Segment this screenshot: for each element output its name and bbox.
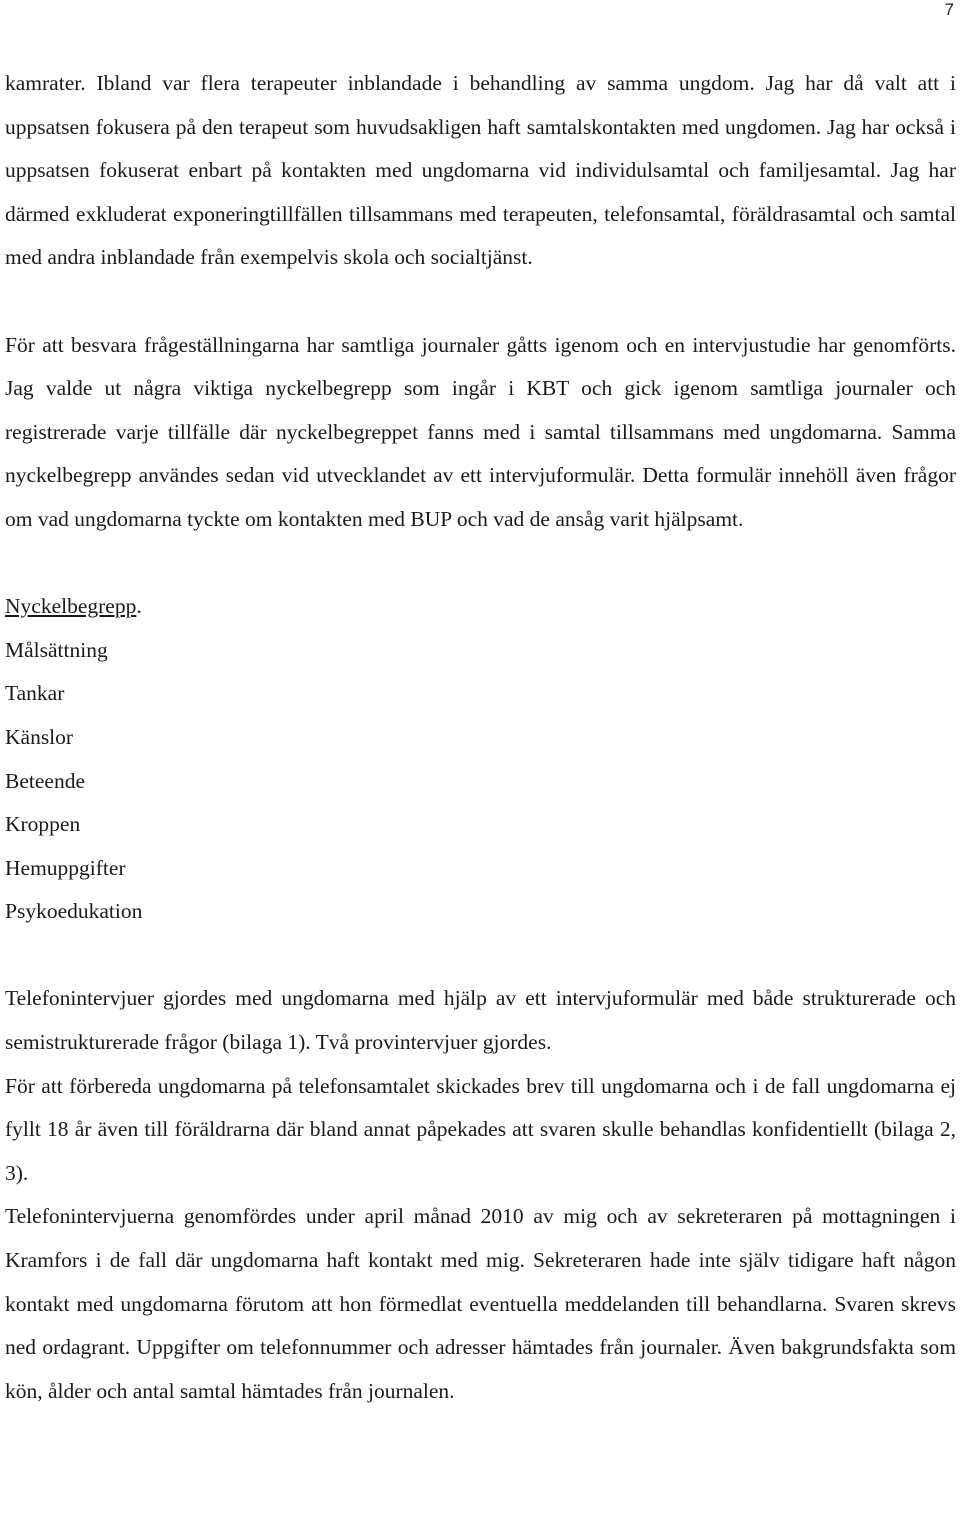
paragraph-procedure: Telefonintervjuerna genomfördes under april månad 2010 av mig och av sekreteraren på mottagningen i Kramfors i de fall där ungdomarna haft kontakt med mig. Sekreteraren hade inte själv tidigare haft någon kontakt med ungdomarna förutom att hon förmedlat eventuella meddelanden till behandlarna. Svaren skrevs ned ordagrant. Uppgifter om telefonnummer och adresser hämtades från journaler. Även bakgrundsfakta som kön, ålder och antal samtal hämtades från journalen.	[5, 1204, 956, 1403]
paragraph-method: För att besvara frågeställningarna har samtliga journaler gåtts igenom och en intervjustudie har genomförts. Jag valde ut några viktiga nyckelbegrepp som ingår i KBT och gick igenom samtliga journaler och registrerade varje tillfälle där nyckelbegreppet fanns med i samtal tillsammans med ungdomarna. Samma nyckelbegrepp användes sedan vid utvecklandet av ett intervjuformulär. Detta formulär innehöll även frågor om vad ungdomarna tyckte om kontakten med BUP och vad de ansåg varit hjälpsamt.	[5, 332, 956, 531]
document-body	[5, 62, 956, 1413]
keywords-heading-suffix: .	[136, 594, 142, 619]
keyword-item: Känslor	[5, 724, 74, 749]
page-number: 7	[944, 0, 954, 19]
keyword-item: Psykoedukation	[5, 899, 143, 924]
keywords-list	[5, 629, 956, 934]
paragraph-scope: kamrater. Ibland var flera terapeuter inblandade i behandling av samma ungdom. Jag har då valt att i uppsatsen fokusera på den terapeut som huvudsakligen haft samtalskontakten med ungdomen. Jag har också i uppsatsen fokuserat enbart på kontakten med ungdomarna vid individulsamtal och familjesamtal. Jag har därmed exkluderat exponeringtillfällen tillsammans med terapeuten, telefonsamtal, föräldrasamtal och samtal med andra inblandade från exempelvis skola och socialtjänst.	[5, 71, 956, 270]
paragraph-letters: För att förbereda ungdomarna på telefonsamtalet skickades brev till ungdomarna och i de fall ungdomarna ej fyllt 18 år även till föräldrarna där bland annat påpekades att svaren skulle behandlas konfidentiellt (bilaga 2, 3).	[5, 1073, 956, 1185]
keyword-item: Målsättning	[5, 637, 108, 662]
keywords-heading-text: Nyckelbegrepp	[5, 594, 137, 619]
paragraph-interviews: Telefonintervjuer gjordes med ungdomarna med hjälp av ett intervjuformulär med både strukturerade och semistrukturerade frågor (bilaga 1). Två provintervjuer gjordes.	[5, 986, 956, 1055]
keyword-item: Kroppen	[5, 812, 81, 837]
keywords-heading	[5, 585, 956, 629]
keyword-item: Beteende	[5, 768, 85, 793]
paragraph-spacer	[5, 280, 956, 324]
paragraph-spacer	[5, 934, 956, 978]
paragraph-spacer	[5, 542, 956, 586]
keyword-item: Hemuppgifter	[5, 855, 126, 880]
keyword-item: Tankar	[5, 681, 65, 706]
